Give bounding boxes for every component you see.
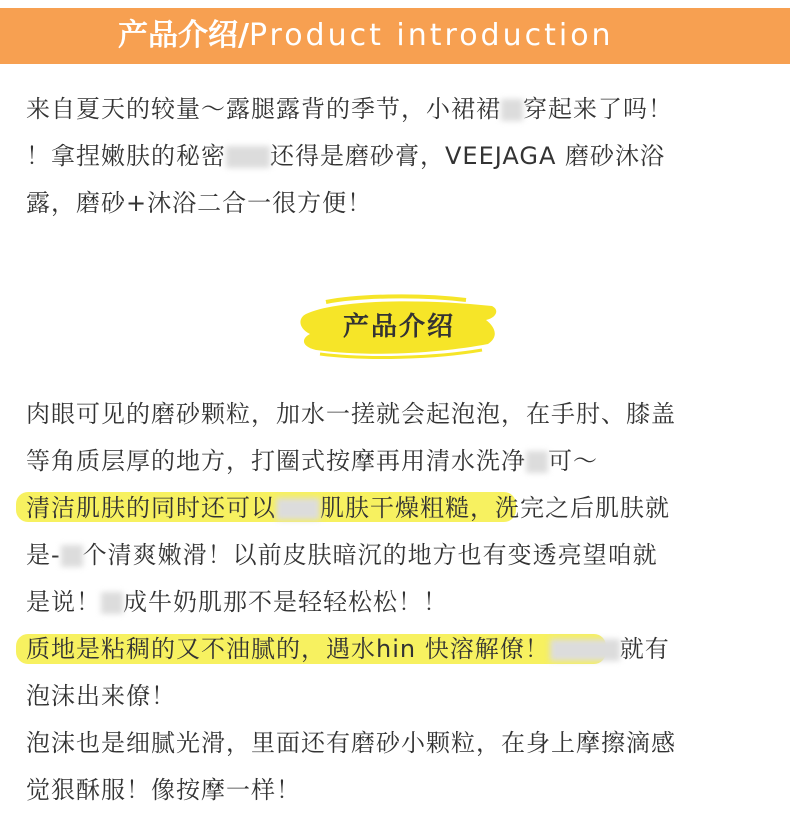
redacted-mark <box>526 451 548 473</box>
body-line-4: 是- 个清爽嫩滑！以前皮肤暗沉的地方也有变透亮望咱就 <box>26 541 658 569</box>
body-paragraph <box>26 391 766 814</box>
section-heading <box>296 292 502 362</box>
body-line-2: 等角质层厚的地方，打圈式按摩再用清水洗净 可～ <box>26 447 598 475</box>
body-line-8: 泡沫也是细腻光滑，里面还有磨砂小颗粒，在身上摩擦滴感 <box>26 729 676 757</box>
intro-paragraph <box>26 86 766 227</box>
body-line-9: 觉狠酥服！像按摩一样！ <box>26 776 301 804</box>
body-line-6: 质地是粘稠的又不油腻的，遇水hin 快溶解僚！ 就有 <box>26 635 670 663</box>
body-line-3: 清洁肌肤的同时还可以 肌肤干燥粗糙，洗完之后肌肤就 <box>26 494 670 522</box>
intro-line-3: 露，磨砂+沐浴二合一很方便！ <box>26 189 373 217</box>
redacted-mark <box>501 99 523 121</box>
body-line-5: 是说！ 成牛奶肌那不是轻轻松松！！ <box>26 588 448 616</box>
section-title: 产品介绍 <box>342 312 455 342</box>
redacted-mark <box>101 592 123 614</box>
redacted-mark <box>226 146 270 168</box>
redacted-mark <box>61 545 83 567</box>
body-line-7: 泡沫出来僚！ <box>26 682 176 710</box>
redacted-mark <box>550 639 620 661</box>
redacted-mark <box>276 498 320 520</box>
intro-line-2: ！拿捏嫩肤的秘密 还得是磨砂膏，VEEJAGA 磨砂沐浴 <box>26 142 666 170</box>
page-title-cn: 产品介绍/ <box>118 18 249 53</box>
body-line-1: 肉眼可见的磨砂颗粒，加水一搓就会起泡泡，在手肘、膝盖 <box>26 400 676 428</box>
page-title-en: Product introduction <box>248 18 614 53</box>
intro-line-1: 来自夏天的较量～露腿露背的季节，小裙裙 穿起来了吗！ <box>26 95 673 123</box>
page-title <box>118 8 614 64</box>
